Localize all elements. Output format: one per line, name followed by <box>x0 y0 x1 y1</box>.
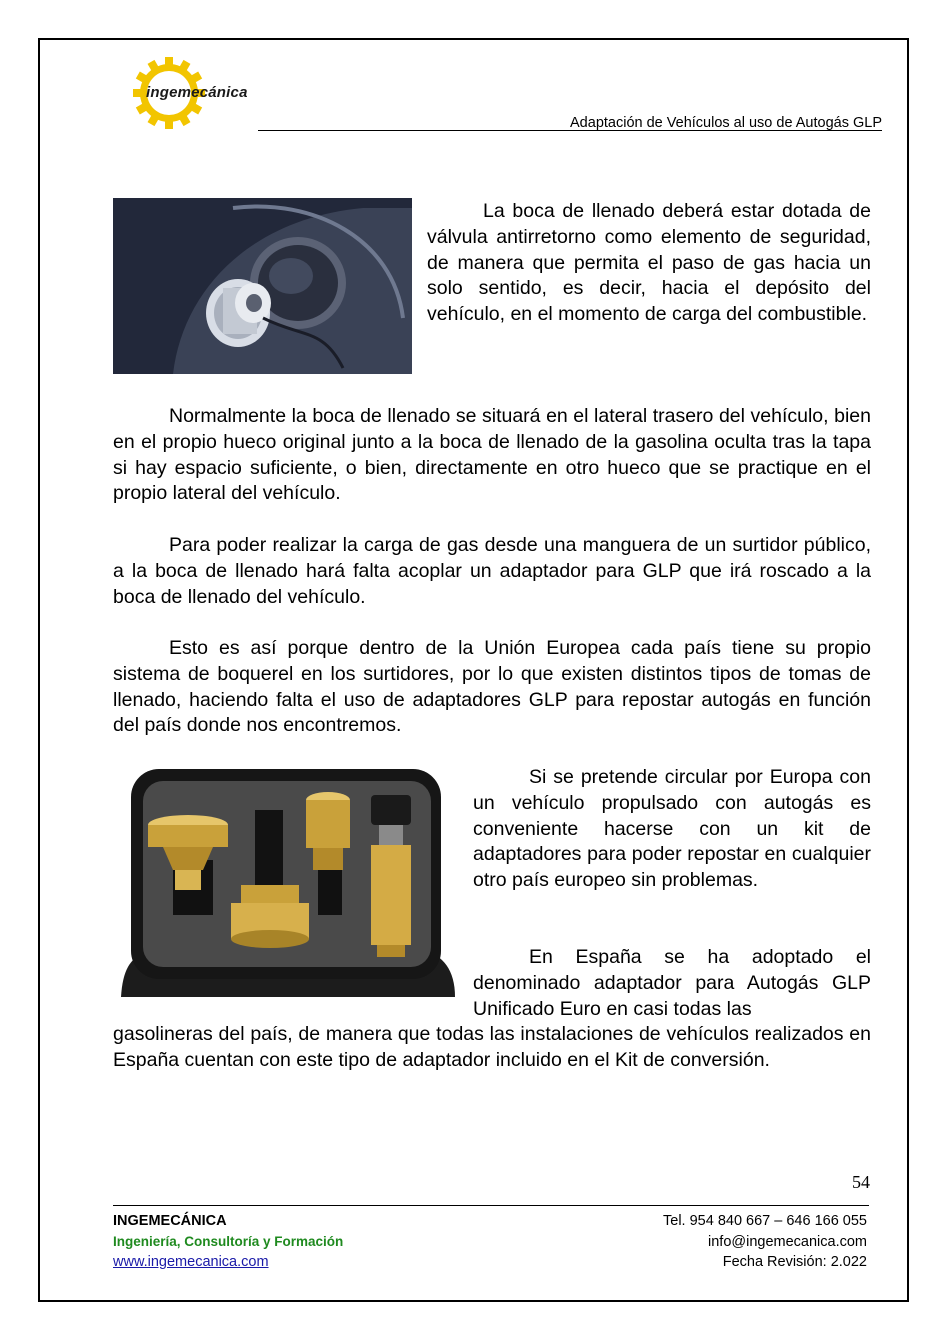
paragraph-6-side: En España se ha adoptado el denominado adaptador para Autogás GLP Unificado Euro en casi todas las <box>473 946 871 1020</box>
footer-revision: Fecha Revisión: 2.022 <box>722 1254 867 1270</box>
paragraph-1: La boca de llenado deberá estar dotada de válvula antirretorno como elemento de seguridad, de manera que permita el paso de gas hacia un solo sentido, es decir, hacia el depósito del vehículo, en el momento de carga del combustible. <box>427 200 871 326</box>
footer-phone: Tel. 954 840 667 – 646 166 055 <box>663 1213 867 1229</box>
footer-rule <box>113 1205 869 1206</box>
paragraph-4: Esto es así porque dentro de la Unión Europea cada país tiene su propio sistema de boquerel en los surtidores, por lo que existen distintos tipos de tomas de llenado, haciendo falta el uso de adaptadores GLP para repostar autogás en función del país donde nos encontremos. <box>113 637 871 737</box>
filler-valve-photo <box>113 198 412 374</box>
paragraph-5: Si se pretende circular por Europa con un vehículo propulsado con autogás es conveniente hacerse con un kit de adaptadores para poder repostar en cualquier otro país europeo sin problemas. <box>473 766 871 892</box>
footer-company: INGEMECÁNICA <box>113 1213 227 1229</box>
logo-text: ingemecánica <box>146 84 248 101</box>
header-title: Adaptación de Vehículos al uso de Autogás GLP <box>570 115 882 131</box>
footer-left <box>113 1211 343 1273</box>
footer-tagline: Ingeniería, Consultoría y Formación <box>113 1233 344 1249</box>
paragraph-3: Para poder realizar la carga de gas desde una manguera de un surtidor público, a la boca de llenado hará falta acoplar un adaptador para GLP que irá roscado a la boca de llenado del vehículo. <box>113 534 871 608</box>
adapter-kit-photo <box>113 765 458 1002</box>
page-number: 54 <box>852 1172 870 1192</box>
footer-right <box>663 1211 867 1273</box>
footer-website-link[interactable]: www.ingemecanica.com <box>113 1254 269 1270</box>
footer-email[interactable]: info@ingemecanica.com <box>708 1233 867 1250</box>
header-rule <box>258 130 882 131</box>
paragraph-2: Normalmente la boca de llenado se situará en el lateral trasero del vehículo, bien en el propio hueco original junto a la boca de llenado de la gasolina oculta tras la tapa si hay espacio suficiente, o bien, directamente en otro hueco que se practique en el propio lateral del vehículo. <box>113 405 871 505</box>
paragraph-6-full: gasolineras del país, de manera que todas las instalaciones de vehículos realizados en España cuentan con este tipo de adaptador incluido en el Kit de conversión. <box>113 1023 871 1071</box>
